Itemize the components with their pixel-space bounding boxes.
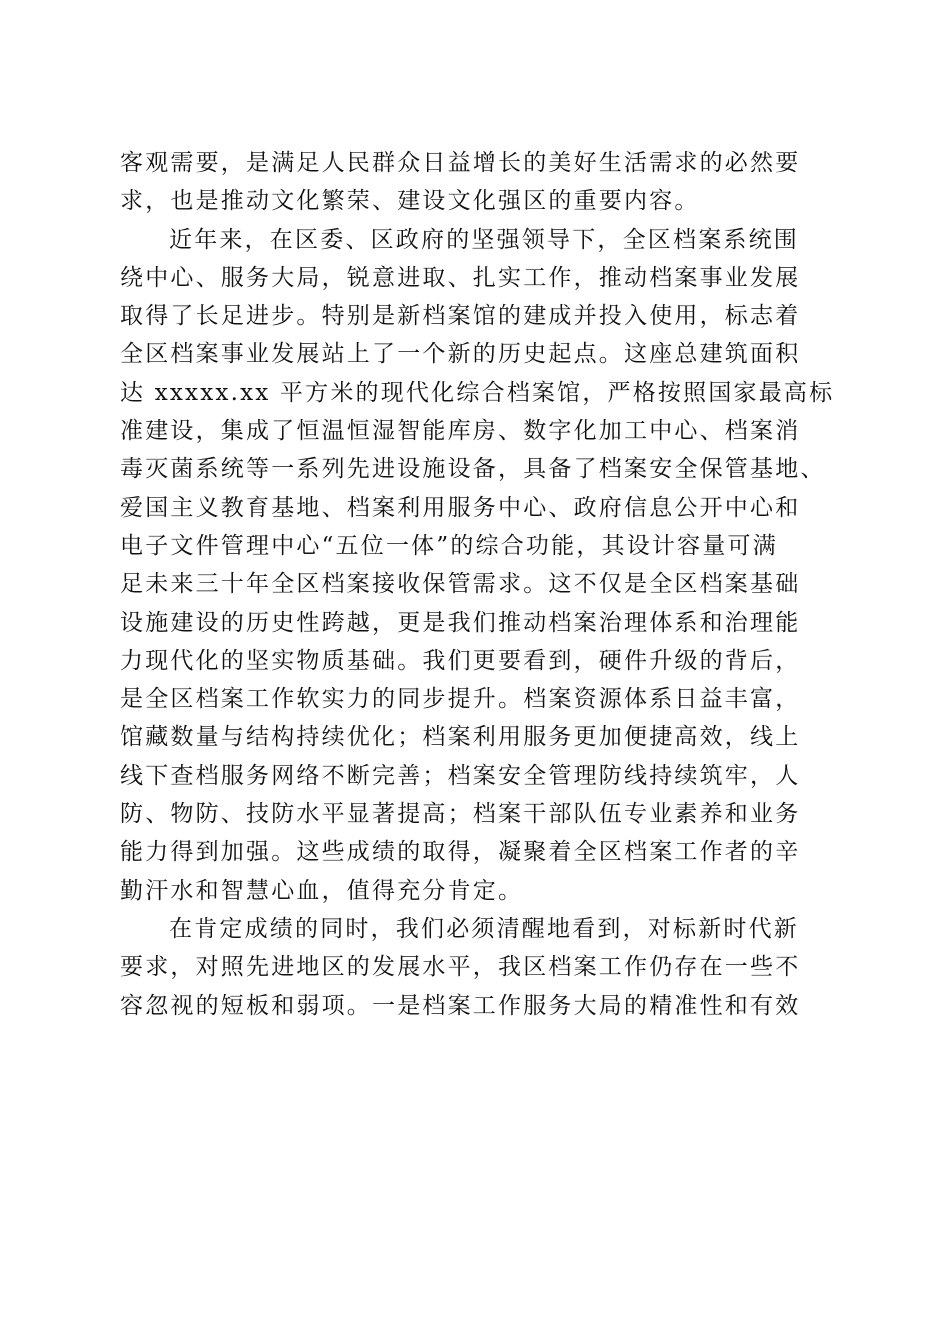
paragraph-start-line: 在肯定成绩的同时，我们必须清醒地看到，对标新时代新 <box>169 915 799 942</box>
text-line: 防、物防、技防水平显著提高；档案干部队伍专业素养和业务 <box>120 801 801 828</box>
text-line: 爱国主义教育基地、档案利用服务中心、政府信息公开中心和 <box>120 494 801 521</box>
text-line: 力现代化的坚实物质基础。我们更要看到，硬件升级的背后， <box>120 647 801 674</box>
text-line: 准建设，集成了恒温恒湿智能库房、数字化加工中心、档案消 <box>120 418 801 445</box>
text-line: 要求，对照先进地区的发展水平，我区档案工作仍存在一些不 <box>120 954 801 981</box>
text-line: 电子文件管理中心“五位一体”的综合功能，其设计容量可满 <box>120 532 778 559</box>
text-line: 勤汗水和智慧心血，值得充分肯定。 <box>120 877 524 904</box>
paragraph-start-line: 近年来，在区委、区政府的坚强领导下，全区档案系统围 <box>169 226 799 253</box>
text-line: 客观需要，是满足人民群众日益增长的美好生活需求的必然要 <box>120 150 801 176</box>
text-line: 是全区档案工作软实力的同步提升。档案资源体系日益丰富， <box>120 686 801 713</box>
text-line: 能力得到加强。这些成绩的取得，凝聚着全区档案工作者的辛 <box>120 839 801 866</box>
text-line: 毒灭菌系统等一系列先进设施设备，具备了档案安全保管基地、 <box>120 456 826 483</box>
text-line: 达 xxxxx.xx 平方米的现代化综合档案馆，严格按照国家最高标 <box>120 379 835 406</box>
text-line: 绕中心、服务大局，锐意进取、扎实工作，推动档案事业发展 <box>120 264 801 291</box>
text-line: 求，也是推动文化繁荣、建设文化强区的重要内容。 <box>120 188 700 215</box>
text-line: 线下查档服务网络不断完善；档案安全管理防线持续筑牢，人 <box>120 762 801 789</box>
document-body <box>120 144 835 1025</box>
text-line: 容忽视的短板和弱项。一是档案工作服务大局的精准性和有效 <box>120 992 801 1019</box>
text-line: 馆藏数量与结构持续优化；档案利用服务更加便捷高效，线上 <box>120 724 801 751</box>
text-line: 全区档案事业发展站上了一个新的历史起点。这座总建筑面积 <box>120 341 801 368</box>
text-line: 设施建设的历史性跨越，更是我们推动档案治理体系和治理能 <box>120 609 801 636</box>
text-line: 取得了长足进步。特别是新档案馆的建成并投入使用，标志着 <box>120 303 801 330</box>
text-line: 足未来三十年全区档案接收保管需求。这不仅是全区档案基础 <box>120 571 801 598</box>
